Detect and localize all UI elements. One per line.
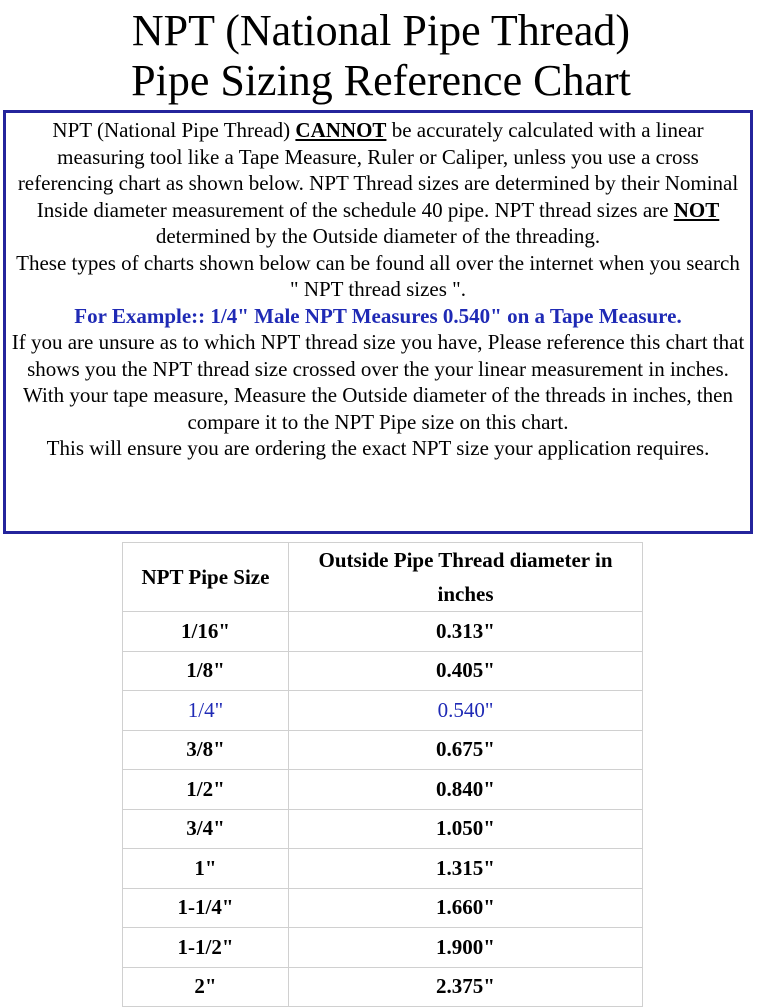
pipe-size-cell: 1/8" bbox=[123, 651, 289, 691]
pipe-size-cell: 1-1/4" bbox=[123, 888, 289, 928]
table-row bbox=[123, 967, 643, 1007]
info-paragraph-4: With your tape measure, Measure the Outside diameter of the threads in inches, then compare it to the NPT Pipe size on this chart. bbox=[22, 383, 733, 434]
table-row bbox=[123, 849, 643, 889]
diameter-cell: 0.405" bbox=[289, 651, 643, 691]
not-emphasis: NOT bbox=[673, 197, 720, 222]
table-row bbox=[123, 770, 643, 810]
info-paragraph-5: This will ensure you are ordering the exact NPT size your application requires. bbox=[46, 436, 710, 460]
cannot-emphasis: CANNOT bbox=[295, 118, 387, 142]
diameter-cell: 1.900" bbox=[289, 928, 643, 968]
table-row bbox=[123, 888, 643, 928]
pipe-size-cell: 1/16" bbox=[123, 612, 289, 652]
info-text-1b: be accurately calculated with a linear measuring tool like a Tape Measure, Ruler or Caliper, unless you use a cross referencing chart as shown below. NPT Thread sizes are determined by their Nominal Inside diameter measurement of the schedule 40 pipe. NPT thread sizes are bbox=[17, 118, 739, 222]
title-line-2: Pipe Sizing Reference Chart bbox=[131, 56, 631, 105]
table-row bbox=[123, 928, 643, 968]
pipe-size-cell: 3/8" bbox=[123, 730, 289, 770]
diameter-cell: 0.540" bbox=[289, 691, 643, 731]
table-row bbox=[123, 612, 643, 652]
info-text-1c: determined by the Outside diameter of the threading. bbox=[155, 224, 601, 248]
table-row bbox=[123, 730, 643, 770]
info-paragraph-1 bbox=[10, 117, 746, 250]
diameter-cell: 1.315" bbox=[289, 849, 643, 889]
pipe-size-cell: 1/4" bbox=[123, 691, 289, 731]
diameter-cell: 0.675" bbox=[289, 730, 643, 770]
table-header-row bbox=[123, 543, 643, 612]
npt-size-table bbox=[122, 542, 643, 1007]
diameter-cell: 1.050" bbox=[289, 809, 643, 849]
example-text: For Example:: 1/4" Male NPT Measures 0.540" on a Tape Measure. bbox=[74, 303, 682, 328]
diameter-cell: 0.313" bbox=[289, 612, 643, 652]
table-row bbox=[123, 809, 643, 849]
header-npt-pipe-size: NPT Pipe Size bbox=[123, 543, 289, 612]
pipe-size-cell: 1-1/2" bbox=[123, 928, 289, 968]
header-outside-diameter: Outside Pipe Thread diameter in inches bbox=[289, 543, 643, 612]
page-title bbox=[0, 6, 762, 106]
table-row bbox=[123, 651, 643, 691]
info-paragraph-3: If you are unsure as to which NPT thread size you have, Please reference this chart that shows you the NPT thread size crossed over the your linear measurement in inches. bbox=[11, 330, 745, 381]
pipe-size-cell: 3/4" bbox=[123, 809, 289, 849]
info-box bbox=[3, 110, 753, 534]
diameter-cell: 2.375" bbox=[289, 967, 643, 1007]
diameter-cell: 0.840" bbox=[289, 770, 643, 810]
pipe-size-cell: 1" bbox=[123, 849, 289, 889]
info-text-1a: NPT (National Pipe Thread) bbox=[52, 118, 296, 142]
table-row-highlighted bbox=[123, 691, 643, 731]
diameter-cell: 1.660" bbox=[289, 888, 643, 928]
title-line-1: NPT (National Pipe Thread) bbox=[131, 6, 631, 55]
pipe-size-cell: 2" bbox=[123, 967, 289, 1007]
info-paragraph-2: These types of charts shown below can be found all over the internet when you search " NPT thread sizes ". bbox=[16, 250, 740, 301]
pipe-size-cell: 1/2" bbox=[123, 770, 289, 810]
